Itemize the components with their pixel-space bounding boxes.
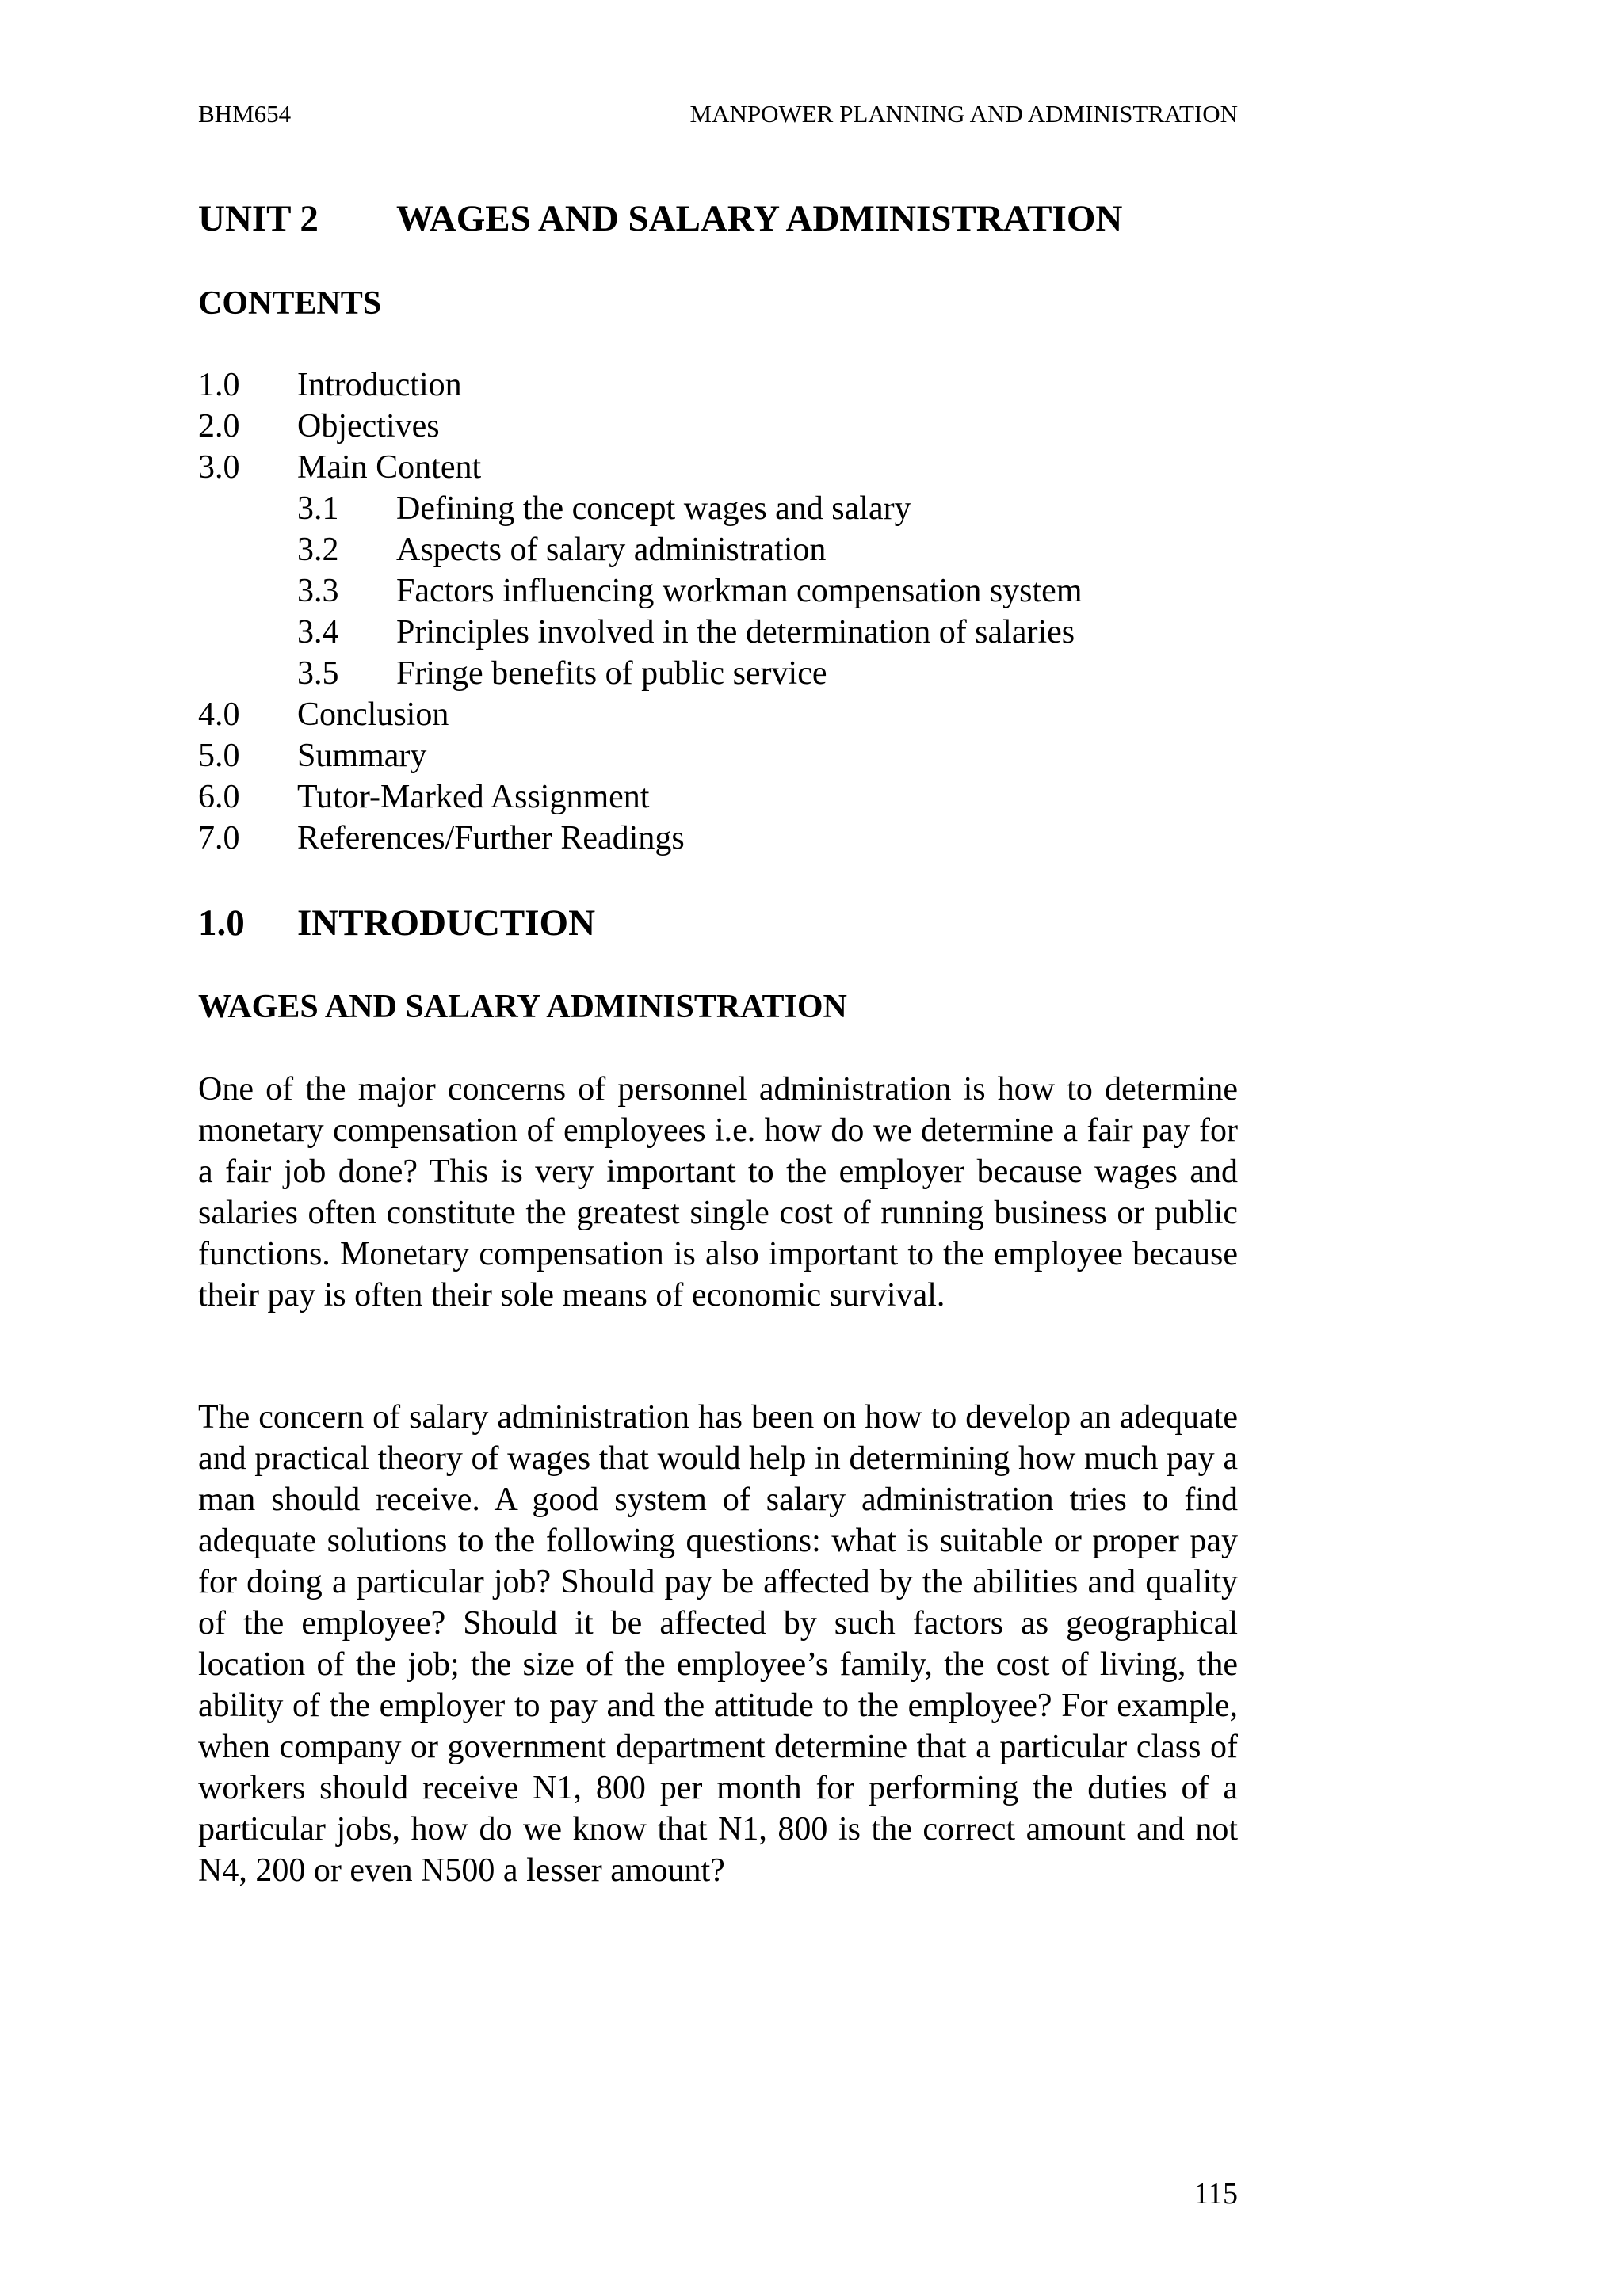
body-paragraph: One of the major concerns of personnel administration is how to determine monetary compensation of employees i.e. how do we determine a fair pay for a fair job done? This is very important to the employer because wages and salaries often constitute the greatest single cost of running business or public functions. Monetary compensation is also important to the employee because their pay is often their sole means of economic survival. (198, 1071, 1238, 1314)
toc-item-number: 2.0 (198, 408, 240, 444)
toc-item-number: 3.5 (297, 655, 339, 692)
toc-item-title: Introduction (297, 367, 462, 403)
toc-item-number: 3.0 (198, 449, 240, 486)
toc-item-title: Principles involved in the determination of salaries (396, 614, 1075, 650)
unit-number: UNIT 2 (198, 198, 319, 239)
toc-item-number: 3.3 (297, 573, 339, 609)
running-header (198, 98, 1238, 130)
toc-item-title: Objectives (297, 408, 440, 444)
toc-item-title: Defining the concept wages and salary (396, 490, 911, 527)
toc-item-number: 4.0 (198, 696, 240, 733)
introduction-heading (198, 898, 595, 948)
toc-item-number: 3.4 (297, 614, 339, 650)
unit-name: WAGES AND SALARY ADMINISTRATION (396, 198, 1123, 239)
introduction-subheading: WAGES AND SALARY ADMINISTRATION (198, 989, 847, 1025)
toc-item-number: 6.0 (198, 779, 240, 815)
toc-item-title: Aspects of salary administration (396, 532, 827, 568)
toc-item-title: References/Further Readings (297, 820, 685, 856)
toc-item-number: 1.0 (198, 367, 240, 403)
toc-item-number: 5.0 (198, 738, 240, 774)
toc-item-title: Conclusion (297, 696, 449, 733)
toc-item-number: 3.2 (297, 532, 339, 568)
toc-item-title: Main Content (297, 449, 482, 486)
course-code: BHM654 (198, 100, 292, 128)
body-paragraph: The concern of salary administration has been on how to develop an adequate and practical theory of wages that would help in determining how much pay a man should receive. A good system of salary administration tries to find adequate solutions to the following questions: what is suitable or proper pay for doing a particular job? Should pay be affected by the abilities and quality of the employee? Should it be affected by such factors as geographical location of the job; the size of the employee’s family, the cost of living, the ability of the employer to pay and the attitude to the employee? For example, when company or government department determine that a particular class of workers should receive N1, 800 per month for performing the duties of a particular jobs, how do we know that N1, 800 is the correct amount and not N4, 200 or even N500 a lesser amount? (198, 1399, 1238, 1889)
toc-item-title: Summary (297, 738, 427, 774)
page-number: 115 (1193, 2177, 1238, 2210)
contents-heading: CONTENTS (198, 285, 382, 322)
toc-item-title: Tutor-Marked Assignment (297, 779, 650, 815)
toc-item-title: Fringe benefits of public service (396, 655, 827, 692)
section-number: 1.0 (198, 902, 245, 944)
course-title: MANPOWER PLANNING AND ADMINISTRATION (689, 100, 1238, 128)
section-title: INTRODUCTION (297, 902, 596, 944)
toc-item-title: Factors influencing workman compensation system (396, 573, 1083, 609)
toc-item-number: 7.0 (198, 820, 240, 856)
unit-title (198, 194, 1122, 243)
toc-item-number: 3.1 (297, 490, 339, 527)
